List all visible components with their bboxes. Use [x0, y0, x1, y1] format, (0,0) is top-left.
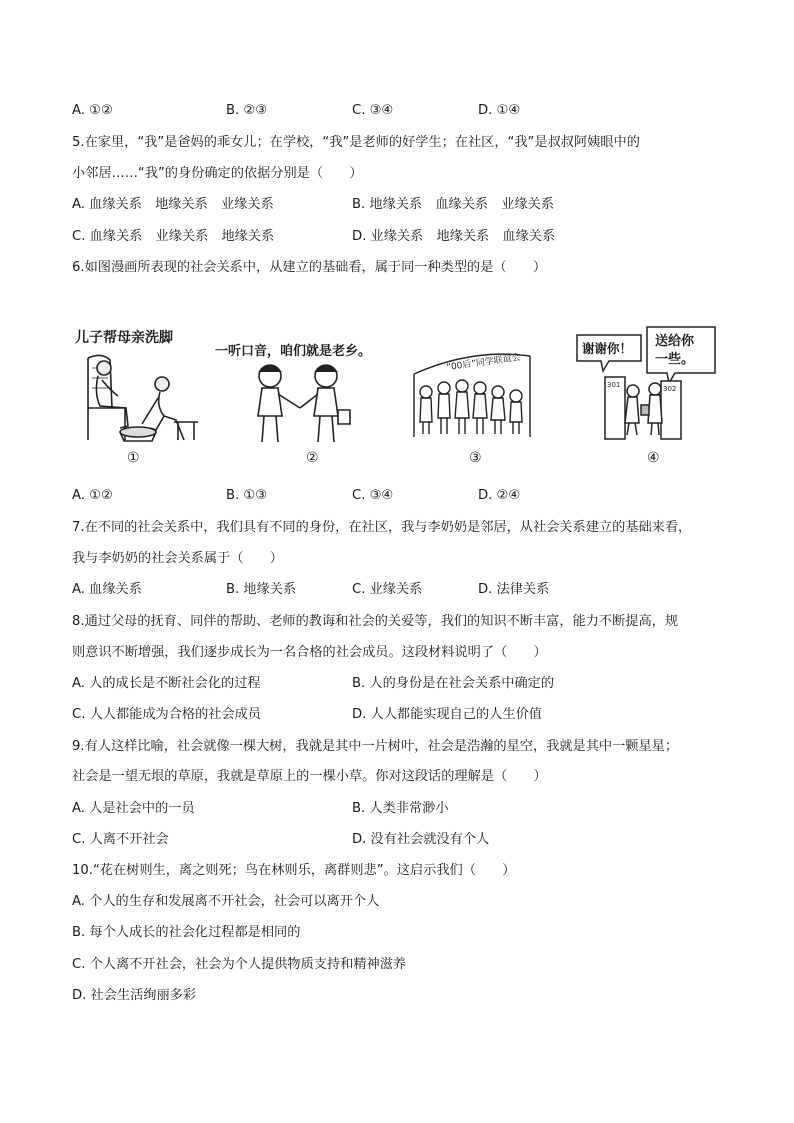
- q4-option-d[interactable]: D. ①④: [478, 103, 521, 118]
- panel4-bubble-left-text: 谢谢你！: [582, 341, 633, 356]
- q5-stem-line2: 小邻居……“我”的身份确定的依据分别是（ ）: [72, 166, 363, 181]
- q5-option-d[interactable]: D. 业缘关系 地缘关系 血缘关系: [352, 229, 556, 244]
- panel3-number: ③: [469, 450, 482, 466]
- panel4-bubble-right-line2: 一些。: [655, 352, 695, 367]
- q5-option-c[interactable]: C. 血缘关系 业缘关系 地缘关系: [72, 229, 275, 244]
- q10-option-d[interactable]: D. 社会生活绚丽多彩: [72, 988, 197, 1003]
- q6-option-d[interactable]: D. ②④: [478, 488, 521, 503]
- q4-option-c[interactable]: C. ③④: [352, 103, 394, 118]
- q9-option-a[interactable]: A. 人是社会中的一员: [72, 801, 195, 816]
- panel3-banner-text: “00后”同学联谊会: [445, 352, 522, 374]
- q5-option-b[interactable]: B. 地缘关系 血缘关系 业缘关系: [352, 197, 555, 212]
- q8-option-b[interactable]: B. 人的身份是在社会关系中确定的: [352, 676, 555, 691]
- panel2-caption: 一听口音，咱们就是老乡。: [215, 344, 372, 359]
- q9-stem-line1: 9.有人这样比喻，社会就像一棵大树，我就是其中一片树叶，社会是浩瀚的星空，我就是其中一颗星星；: [72, 739, 679, 754]
- q9-option-d[interactable]: D. 没有社会就没有个人: [352, 832, 490, 847]
- son-washing-mother-feet-illustration: [80, 348, 210, 443]
- panel4-bubble-right-line1: 送给你: [655, 334, 695, 349]
- q6-stem: 6.如图漫画所表现的社会关系中，从建立的基础看，属于同一种类型的是（ ）: [72, 260, 547, 275]
- q8-stem-line2: 则意识不断增强，我们逐步成长为一名合格的社会成员。这段材料说明了（ ）: [72, 645, 547, 660]
- q8-option-a[interactable]: A. 人的成长是不断社会化的过程: [72, 676, 261, 691]
- q7-option-d[interactable]: D. 法律关系: [478, 582, 550, 597]
- q7-option-c[interactable]: C. 业缘关系: [352, 582, 423, 597]
- fellow-townsmen-handshake-illustration: [238, 360, 368, 445]
- q7-stem-line1: 7.在不同的社会关系中，我们具有不同的身份，在社区，我与李奶奶是邻居，从社会关系建立的基础来看，: [72, 520, 692, 535]
- q4-option-a[interactable]: A. ①②: [72, 103, 113, 118]
- q7-stem-line2: 我与李奶奶的社会关系属于（ ）: [72, 551, 283, 566]
- q5-option-a[interactable]: A. 血缘关系 地缘关系 业缘关系: [72, 197, 274, 212]
- q8-option-d[interactable]: D. 人人都能实现自己的人生价值: [352, 707, 542, 722]
- q10-option-c[interactable]: C. 个人离不开社会，社会为个人提供物质支持和精神滋养: [72, 957, 407, 972]
- q9-option-b[interactable]: B. 人类非常渺小: [352, 801, 449, 816]
- q8-stem-line1: 8.通过父母的抚育、同伴的帮助、老师的教诲和社会的关爱等，我们的知识不断丰富，能力不断提高，规: [72, 614, 679, 629]
- q7-option-b[interactable]: B. 地缘关系: [226, 582, 297, 597]
- q6-option-c[interactable]: C. ③④: [352, 488, 394, 503]
- panel4-number: ④: [647, 450, 660, 466]
- q6-option-b[interactable]: B. ①③: [226, 488, 268, 503]
- q6-option-a[interactable]: A. ①②: [72, 488, 113, 503]
- q4-option-b[interactable]: B. ②③: [226, 103, 268, 118]
- q7-option-a[interactable]: A. 血缘关系: [72, 582, 142, 597]
- q5-stem-line1: 5.在家里，“我”是爸妈的乖女儿；在学校，“我”是老师的好学生；在社区，“我”是叔叔阿姨眼中的: [72, 135, 640, 150]
- panel4-door-right-number: 302: [663, 385, 677, 393]
- q10-option-a[interactable]: A. 个人的生存和发展离不开社会，社会可以离开个人: [72, 894, 380, 909]
- q10-option-b[interactable]: B. 每个人成长的社会化过程都是相同的: [72, 925, 301, 940]
- panel1-caption: 儿子帮母亲洗脚: [75, 330, 173, 346]
- panel4-door-left-number: 301: [607, 381, 621, 389]
- q8-option-c[interactable]: C. 人人都能成为合格的社会成员: [72, 707, 262, 722]
- panel2-number: ②: [306, 450, 319, 466]
- q9-option-c[interactable]: C. 人离不开社会: [72, 832, 169, 847]
- panel1-number: ①: [127, 450, 140, 466]
- q9-stem-line2: 社会是一望无垠的草原，我就是草原上的一棵小草。你对这段话的理解是（ ）: [72, 769, 547, 784]
- q10-stem: 10.“花在树则生，离之则死；鸟在林则乐，离群则悲”。这启示我们（ ）: [72, 863, 516, 878]
